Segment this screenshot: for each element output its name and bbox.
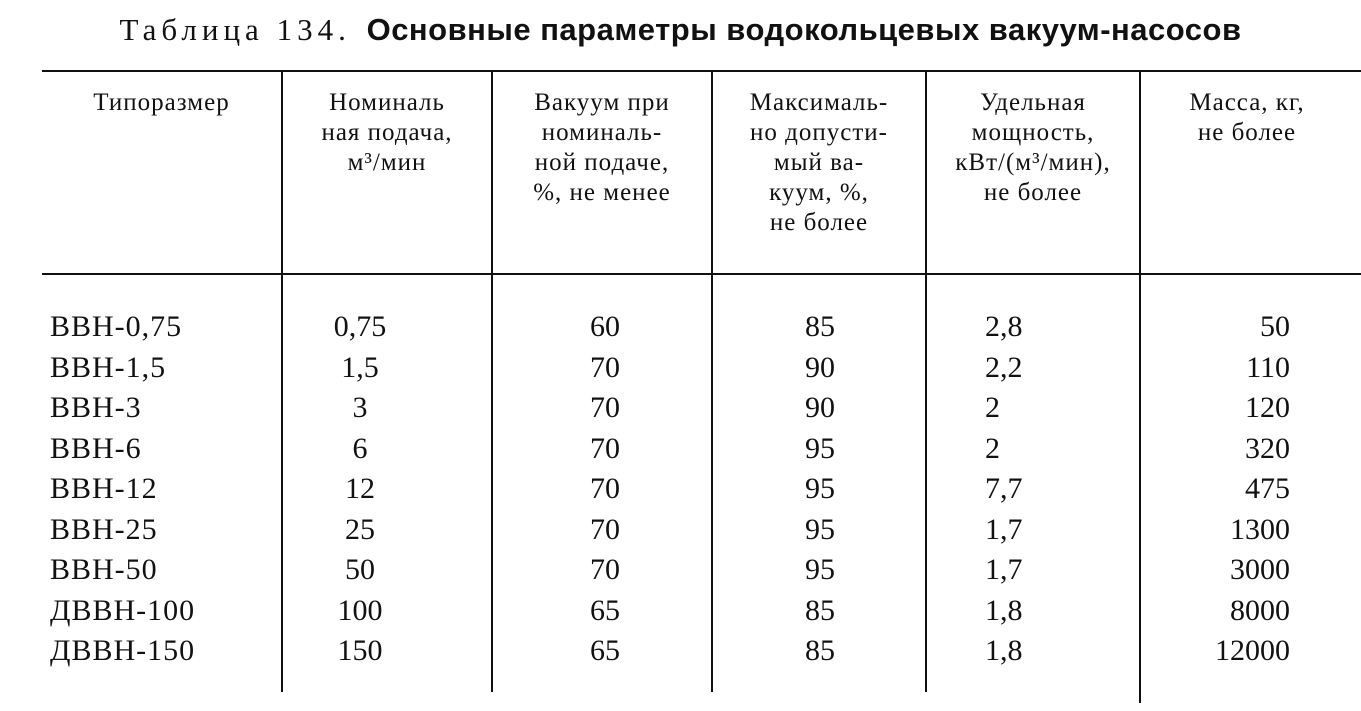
max-vacuum-cell: 95 [805,431,835,465]
vacuum-cell: 60 [590,310,620,343]
specific-power-cell: 1,8 [985,593,1023,627]
table-caption [0,12,1361,48]
header-line: Типоразмер [93,89,230,116]
specific-power-cell: 2 [985,431,1000,465]
header-cell [493,88,711,208]
table-row [0,351,1361,391]
pump-size-cell: ВВН-25 [50,512,158,546]
header-line: но допусти- [750,119,888,146]
max-vacuum-cell: 85 [805,634,835,667]
header-line: Масса, кг, [1189,89,1305,116]
specific-power-cell: 2,2 [985,350,1023,384]
header-line: мый ва- [773,149,865,176]
vacuum-cell: 65 [590,634,620,667]
header-line: Удельная [980,89,1086,116]
max-vacuum-cell: 95 [805,553,835,586]
table-row [0,310,1361,350]
vacuum-cell: 70 [590,472,620,505]
pump-size-cell: ВВН-50 [50,553,158,586]
max-vacuum-cell: 90 [805,350,835,384]
table-row [0,553,1361,593]
header-line: не более [1197,119,1297,146]
header-cell [283,88,491,178]
header-cell [1141,88,1353,148]
specific-power-cell: 1,7 [985,553,1023,586]
pump-size-cell: ВВН-0,75 [50,310,183,343]
header-line: номиналь- [541,119,663,146]
table-row [0,594,1361,634]
header-line: ная подача, [321,119,453,146]
pump-size-cell: ВВН-12 [50,472,158,505]
mass-cell: 120 [1245,391,1290,424]
table-title: Основные параметры водокольцевых вакуум-насосов [366,12,1242,47]
table-row [0,472,1361,512]
header-line: %, не менее [533,179,671,206]
table-row [0,391,1361,431]
mass-cell: 12000 [1215,634,1290,667]
header-line: Вакуум при [534,89,670,116]
mass-cell: 1300 [1230,512,1290,546]
mass-cell: 320 [1245,431,1290,465]
pump-size-cell: ВВН-1,5 [50,350,167,384]
specific-power-cell: 7,7 [985,472,1023,505]
header-line: Максималь- [749,89,889,116]
header-line: мощность, [971,119,1095,146]
vacuum-cell: 70 [590,512,620,546]
header-line: не более [983,179,1083,206]
header-line: м³/мин [347,149,427,176]
specific-power-cell: 2,8 [985,310,1023,343]
mass-cell: 3000 [1230,553,1290,586]
header-cell [42,88,281,118]
vacuum-cell: 70 [590,431,620,465]
header-cell [713,88,925,238]
specific-power-cell: 1,7 [985,512,1023,546]
pump-size-cell: ВВН-6 [50,431,142,465]
nominal-flow-cell: 12 [345,472,375,505]
max-vacuum-cell: 85 [805,593,835,627]
table-row [0,513,1361,553]
max-vacuum-cell: 90 [805,391,835,424]
nominal-flow-cell: 3 [352,391,368,424]
nominal-flow-cell: 25 [345,512,375,546]
nominal-flow-cell: 6 [352,431,368,465]
specific-power-cell: 1,8 [985,634,1023,667]
table-row [0,432,1361,472]
table-number: Таблица 134. [119,12,351,47]
mass-cell: 110 [1246,350,1290,384]
mass-cell: 8000 [1230,593,1290,627]
specific-power-cell: 2 [985,391,1000,424]
nominal-flow-cell: 1,5 [341,350,379,384]
pump-size-cell: ДВВН-100 [50,593,196,627]
header-line: ной подаче, [534,149,670,176]
max-vacuum-cell: 95 [805,512,835,546]
max-vacuum-cell: 95 [805,472,835,505]
max-vacuum-cell: 85 [805,310,835,343]
nominal-flow-cell: 100 [337,593,383,627]
header-rule [42,273,1361,275]
header-line: Номиналь [329,89,445,116]
pump-size-cell: ДВВН-150 [50,634,196,667]
mass-cell: 475 [1245,472,1290,505]
header-cell [927,88,1139,208]
nominal-flow-cell: 50 [345,553,375,586]
vacuum-cell: 65 [590,593,620,627]
mass-cell: 50 [1260,310,1290,343]
header-line: куум, %, [769,179,869,206]
header-line: не более [769,209,869,236]
table-row [0,634,1361,674]
nominal-flow-cell: 150 [337,634,383,667]
pump-size-cell: ВВН-3 [50,391,142,424]
top-rule [42,70,1361,72]
vacuum-cell: 70 [590,391,620,424]
nominal-flow-cell: 0,75 [333,310,387,343]
vacuum-cell: 70 [590,350,620,384]
vacuum-cell: 70 [590,553,620,586]
header-line: кВт/(м³/мин), [955,149,1111,176]
